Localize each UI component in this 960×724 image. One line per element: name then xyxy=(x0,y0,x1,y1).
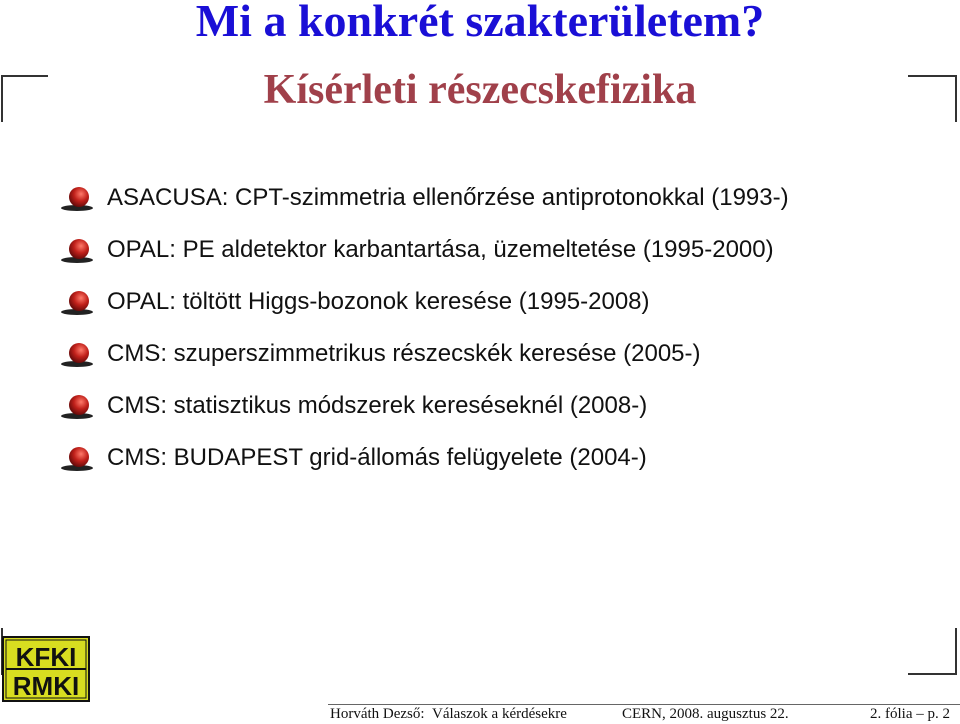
footer-place-date: CERN, 2008. augusztus 22. xyxy=(622,706,789,722)
red-ball-bullet-icon xyxy=(55,288,95,316)
red-ball-bullet-icon xyxy=(55,236,95,264)
bullet-text: ASACUSA: CPT-szimmetria ellenőrzése antiprotonokkal (1993-) xyxy=(107,184,789,211)
footer-author: Horváth Dezső: xyxy=(330,706,425,722)
red-ball-bullet-icon xyxy=(55,392,95,420)
frame-corner-top-right xyxy=(906,74,958,124)
logo-top-text: KFKI xyxy=(15,642,77,672)
logo-bottom-text: RMKI xyxy=(12,671,80,701)
bullet-text: CMS: statisztikus módszerek kereséseknél (2008-) xyxy=(107,392,648,419)
frame-corner-bottom-right xyxy=(906,626,958,676)
list-item xyxy=(55,432,789,484)
list-item xyxy=(55,224,789,276)
footer-slide-number: 2. fólia – p. 2 xyxy=(870,706,950,722)
footer-talk-title: Válaszok a kérdésekre xyxy=(432,706,567,722)
slide-subtitle: Kísérleti részecskefizika xyxy=(263,67,697,113)
kfki-rmki-logo xyxy=(2,636,90,702)
bullet-text: CMS: BUDAPEST grid-állomás felügyelete (2004-) xyxy=(107,444,647,471)
footer xyxy=(0,704,960,724)
slide-title: Mi a konkrét szakterületem? xyxy=(195,0,765,46)
list-item xyxy=(55,328,789,380)
red-ball-bullet-icon xyxy=(55,184,95,212)
red-ball-bullet-icon xyxy=(55,340,95,368)
red-ball-bullet-icon xyxy=(55,444,95,472)
bullet-text: OPAL: PE aldetektor karbantartása, üzemeltetése (1995-2000) xyxy=(107,236,774,263)
frame-corner-top-left xyxy=(0,74,50,124)
bullet-list xyxy=(55,172,789,484)
list-item xyxy=(55,172,789,224)
list-item xyxy=(55,380,789,432)
bullet-text: OPAL: töltött Higgs-bozonok keresése (1995-2008) xyxy=(107,288,650,315)
list-item xyxy=(55,276,789,328)
bullet-text: CMS: szuperszimmetrikus részecskék keresése (2005-) xyxy=(107,340,701,367)
